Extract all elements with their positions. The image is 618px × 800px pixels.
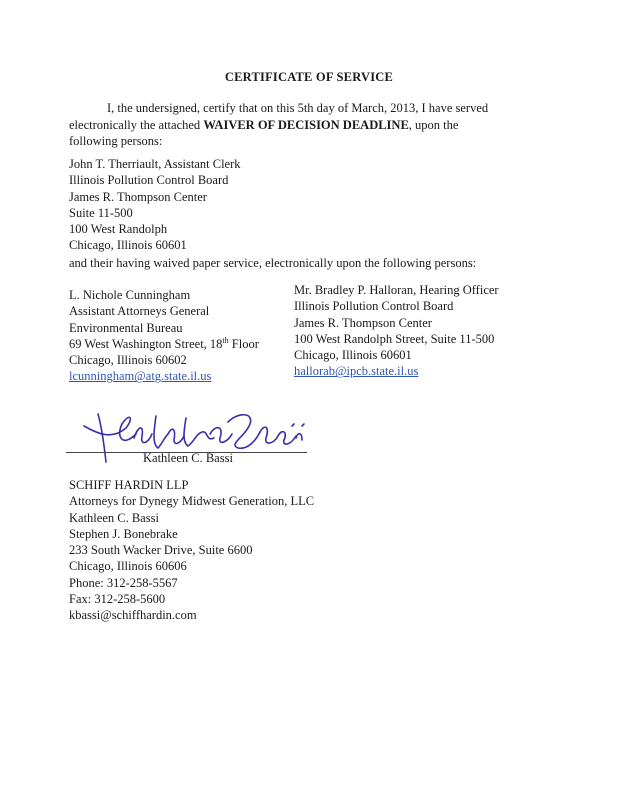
attorney-name: Stephen J. Bonebrake	[69, 526, 178, 541]
recipient-name: Mr. Bradley P. Halloran, Hearing Officer	[294, 283, 499, 297]
firm-email[interactable]: kbassi@schiffhardin.com	[69, 608, 197, 623]
recipient-street: 69 West Washington Street, 18th Floor	[69, 335, 259, 351]
address-line: Illinois Pollution Control Board	[69, 173, 229, 188]
firm-name: SCHIFF HARDIN LLP	[69, 478, 189, 492]
firm-fax: Fax: 312-258-5600	[69, 592, 166, 607]
address-line: 100 West Randolph	[69, 222, 168, 237]
address-line: Chicago, Illinois 60601	[69, 238, 187, 253]
certification-paragraph	[69, 100, 509, 150]
served-document-title: WAIVER OF DECISION DEADLINE	[203, 117, 409, 132]
address-line: John T. Therriault, Assistant Clerk	[69, 157, 241, 171]
recipient-building: James R. Thompson Center	[294, 315, 432, 330]
firm-street: 233 South Wacker Drive, Suite 6600	[69, 543, 253, 558]
firm-city: Chicago, Illinois 60606	[69, 559, 187, 574]
address-line: Suite 11-500	[69, 205, 133, 220]
recipient-title: Assistant Attorneys General	[69, 304, 210, 319]
recipient-office: Environmental Bureau	[69, 320, 183, 335]
attorney-name: Kathleen C. Bassi	[69, 510, 159, 525]
document-title: CERTIFICATE OF SERVICE	[224, 70, 394, 84]
recipient-street: 100 West Randolph Street, Suite 11-500	[294, 331, 495, 346]
recipient-email-link[interactable]: lcunningham@atg.state.il.us	[69, 369, 212, 384]
primary-recipient-address	[69, 156, 241, 254]
address-line: James R. Thompson Center	[69, 189, 207, 204]
left-recipient-address	[69, 287, 259, 385]
certification-text-1: I, the undersigned, certify that on this 5th day of March, 2013, I have served electronically the attached	[69, 101, 489, 132]
firm-phone: Phone: 312-258-5567	[69, 575, 178, 590]
recipient-email-link[interactable]: hallorab@ipcb.state.il.us	[294, 364, 419, 379]
certification-text-2: , upon the following persons:	[69, 117, 459, 148]
right-recipient-address	[294, 282, 499, 380]
signer-name: Kathleen C. Bassi	[143, 451, 233, 465]
firm-role: Attorneys for Dynegy Midwest Generation, LLC	[69, 494, 315, 509]
recipient-org: Illinois Pollution Control Board	[294, 299, 454, 314]
recipient-city: Chicago, Illinois 60602	[69, 353, 187, 368]
waived-service-statement: and their having waived paper service, electronically upon the following persons:	[69, 256, 477, 270]
firm-signature-block	[69, 477, 314, 624]
recipient-name: L. Nichole Cunningham	[69, 288, 191, 302]
recipient-city: Chicago, Illinois 60601	[294, 348, 412, 363]
